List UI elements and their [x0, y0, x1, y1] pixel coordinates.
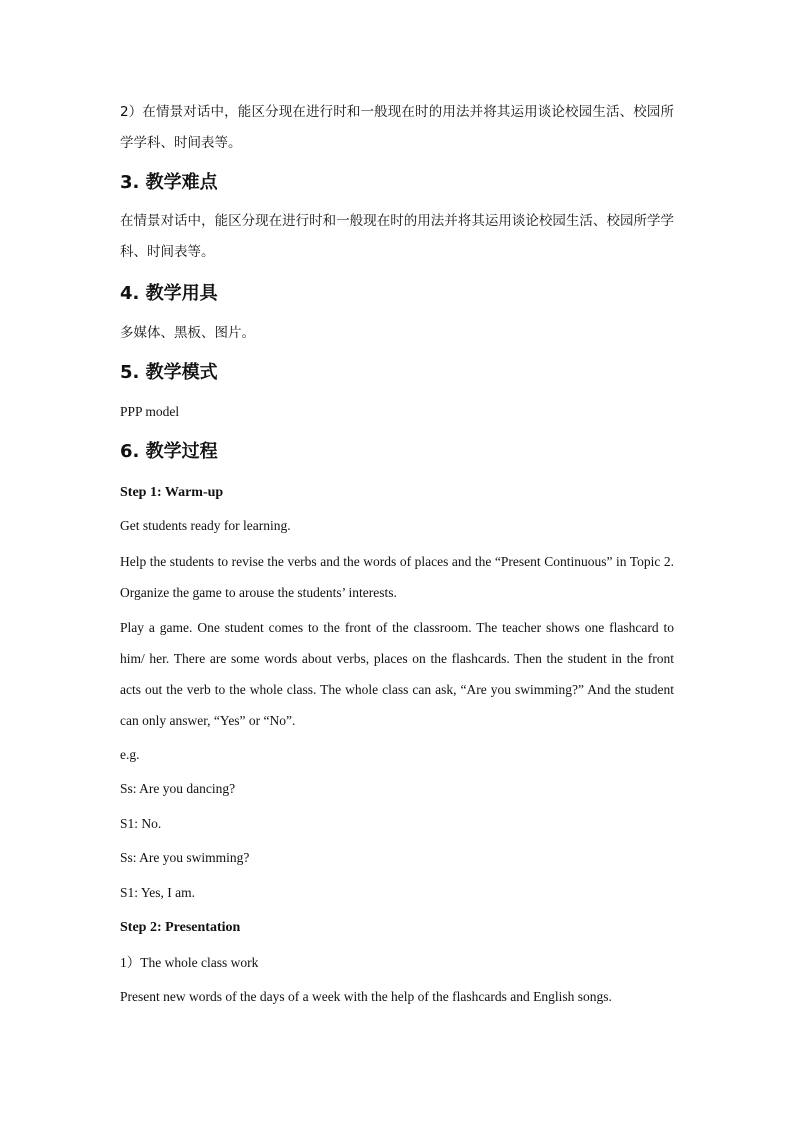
tools-text: 多媒体、黑板、图片。: [120, 325, 255, 341]
section-heading-tools: 4. 教学用具: [120, 283, 218, 304]
example-label: e.g.: [120, 747, 140, 762]
step-2-paragraph-1: Present new words of the days of a week with the help of the flashcards and English songs.: [120, 989, 612, 1004]
step-2-title: Step 2: Presentation: [120, 920, 241, 935]
section-heading-mode: 5. 教学模式: [120, 362, 218, 383]
mode-text: PPP model: [120, 404, 180, 419]
step-1-title: Step 1: Warm-up: [120, 485, 224, 500]
dialog-line: Ss: Are you swimming?: [120, 850, 250, 865]
dialog-line: Ss: Are you dancing?: [120, 781, 236, 796]
section-heading-process: 6. 教学过程: [120, 441, 218, 462]
section-heading-difficulty: 3. 教学难点: [120, 172, 218, 193]
difficulty-text: 在情景对话中，能区分现在进行时和一般现在时的用法并将其运用谈论校园生活、校园所学学科、时间表等。: [120, 213, 674, 260]
objective-item-2: 2）在情景对话中，能区分现在进行时和一般现在时的用法并将其运用谈论校园生活、校园所学学科、时间表等。: [120, 104, 674, 151]
step-1-paragraph-3: Play a game. One student comes to the front of the classroom. The teacher shows one flashcard to him/ her. There are some words about verbs, places on the flashcards. Then the student in the front acts out the verb to the whole class. The whole class can ask, “Are you swimming?” And the student can only answer, “Yes” or “No”.: [120, 620, 674, 728]
dialog-line: S1: No.: [120, 816, 162, 831]
step-1-paragraph-2: Help the students to revise the verbs and the words of places and the “Present Continuous” in Topic 2. Organize the game to arouse the students’ interests.: [120, 554, 674, 600]
dialog-line: S1: Yes, I am.: [120, 885, 196, 900]
step-2-subheading-1: 1）The whole class work: [120, 955, 259, 970]
step-1-paragraph-1: Get students ready for learning.: [120, 518, 291, 533]
